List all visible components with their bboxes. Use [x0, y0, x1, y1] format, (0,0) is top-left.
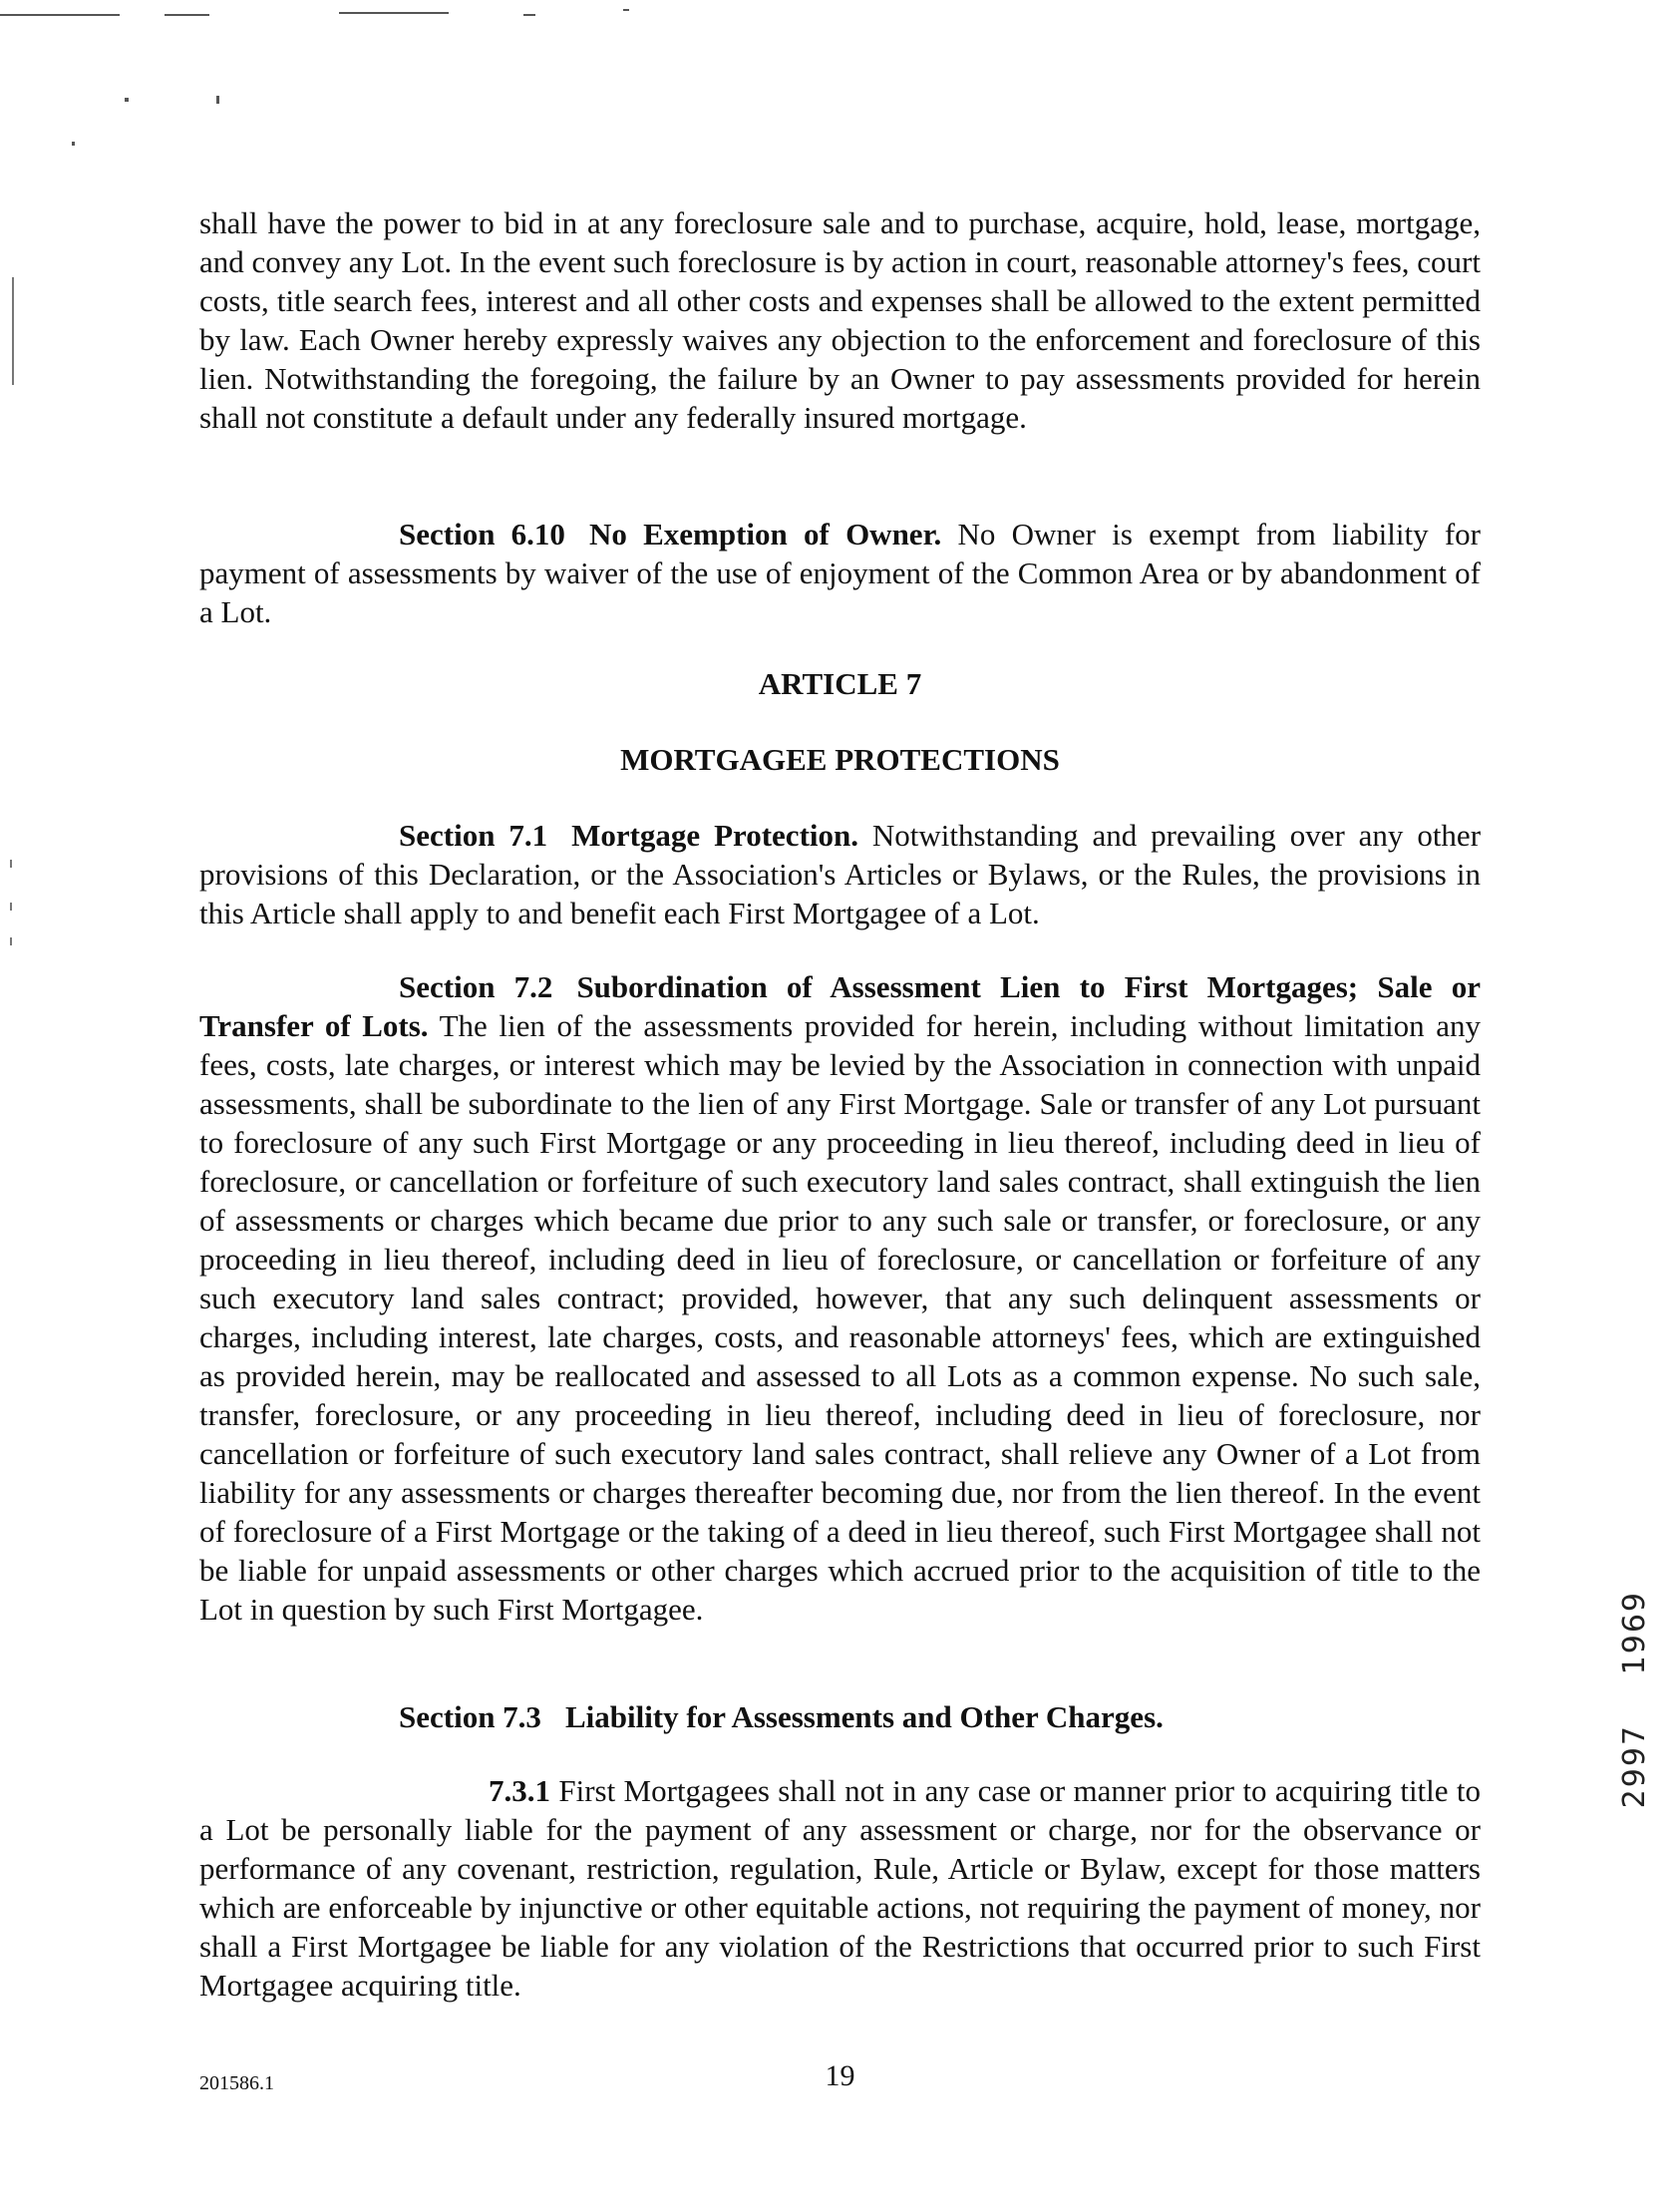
scan-artifact-line: [0, 14, 120, 16]
scan-side-bar: [10, 903, 12, 911]
section-7-1-body: Notwithstanding and prevailing over any other provisions of this Declaration, or the Association's Articles or Bylaws, or the Rules, the provisions in this Article shall apply to and benefit each First Mortgagee of a Lot.: [199, 818, 1482, 930]
scan-artifact-dot: [72, 142, 75, 146]
section-6-10: [199, 515, 1481, 631]
scan-artifact-dot: [125, 98, 129, 102]
page-number: 19: [825, 2059, 855, 2092]
section-6-10-title: No Exemption of Owner.: [588, 517, 942, 552]
section-7-2-title: Subordination of Assessment Lien to First Mortgages; Sale or Transfer of Lots.: [199, 969, 1481, 1043]
scan-artifact-line: [623, 9, 629, 11]
scan-side-bar: [10, 937, 12, 945]
section-7-1-paragraph: [199, 816, 1481, 932]
section-7-1-title: Mortgage Protection.: [571, 818, 858, 853]
section-7-3-number: Section 7.3: [399, 1699, 541, 1734]
section-6-10-number: Section 6.10: [399, 517, 565, 552]
section-6-10-body: No Owner is exempt from liability for payment of assessments by waiver of the use of enjoyment of the Common Area or by abandonment of a Lot.: [199, 517, 1481, 629]
recording-stamp: [1615, 1591, 1655, 1809]
section-7-3: [199, 1697, 1481, 1736]
section-7-2-body: The lien of the assessments provided for herein, including without limitation any fees, costs, late charges, or interest which may be levied by the Association in connection with unpaid assessments, shall be subordinate to the lien of any First Mortgage. Sale or transfer of any Lot pursuant to foreclosure of any such First Mortgage or any proceeding in lieu thereof, including deed in lieu of foreclosure, or cancellation or forfeiture of such executory land sales contract, shall extinguish the lien of assessments or charges which became due prior to any such sale or transfer, or foreclosure, or any proceeding in lieu thereof, including deed in lieu of foreclosure, or cancellation or forfeiture of any such executory land sales contract; provided, however, that any such delinquent assessments or charges, including interest, late charges, costs, and reasonable attorneys' fees, which are extinguished as provided herein, may be reallocated and assessed to all Lots as a common expense. No such sale, transfer, foreclosure, or any proceeding in lieu thereof, including deed in lieu of foreclosure, nor cancellation or forfeiture of such executory land sales contract, shall relieve any Owner of a Lot from liability for any assessments or charges thereafter becoming due, nor from the lien thereof. In the event of foreclosure of a First Mortgage or the taking of a deed in lieu thereof, such First Mortgagee shall not be liable for unpaid assessments or other charges which accrued prior to the acquisition of title to the Lot in question by such First Mortgagee.: [199, 1008, 1481, 1627]
section-7-2-number: Section 7.2: [399, 969, 553, 1004]
scan-side-bar: [10, 860, 12, 868]
subsection-7-3-1-number: 7.3.1: [489, 1773, 550, 1808]
document-number: 201586.1: [199, 2072, 274, 2094]
opening-paragraph: [199, 203, 1481, 437]
subsection-7-3-1: [199, 1771, 1481, 2005]
section-7-2-paragraph: [199, 967, 1481, 1629]
section-6-10-paragraph: [199, 515, 1481, 631]
recording-stamp-part1: 1969: [1617, 1591, 1652, 1675]
subsection-7-3-1-paragraph: [199, 1771, 1481, 2005]
article-label: ARTICLE 7: [758, 666, 922, 701]
recording-stamp-part2: 2997: [1617, 1724, 1652, 1809]
section-7-3-title: Liability for Assessments and Other Charges.: [564, 1699, 1164, 1734]
subsection-7-3-1-body: First Mortgagees shall not in any case or manner prior to acquiring title to a Lot be personally liable for the payment of any assessment or charge, nor for the observance or performance of any covenant, restriction, regulation, Rule, Article or Bylaw, except for those matters which are enforceable by injunctive or other equitable actions, not requiring the payment of money, nor shall a First Mortgagee be liable for any violation of the Restrictions that occurred prior to such First Mortgagee acquiring title.: [199, 1773, 1481, 2003]
section-7-3-heading: [199, 1697, 1481, 1736]
scan-artifact-line: [523, 14, 535, 16]
section-7-1: [199, 816, 1481, 932]
scan-artifact-line: [165, 14, 209, 16]
scan-artifact-line: [339, 12, 449, 14]
scan-side-bar: [12, 277, 14, 385]
section-7-2: [199, 967, 1481, 1629]
scan-artifact-dot: [216, 96, 219, 104]
article-title: MORTGAGEE PROTECTIONS: [620, 742, 1060, 777]
paragraph-lien-text: shall have the power to bid in at any foreclosure sale and to purchase, acquire, hold, lease, mortgage, and convey any Lot. In the event such foreclosure is by action in court, reasonable attorney's fees, court costs, title search fees, interest and all other costs and expenses shall be allowed to the extent permitted by law. Each Owner hereby expressly waives any objection to the enforcement and foreclosure of this lien. Notwithstanding the foregoing, the failure by an Owner to pay assessments provided for herein shall not constitute a default under any federally insured mortgage.: [199, 205, 1481, 435]
section-7-1-number: Section 7.1: [399, 818, 548, 853]
